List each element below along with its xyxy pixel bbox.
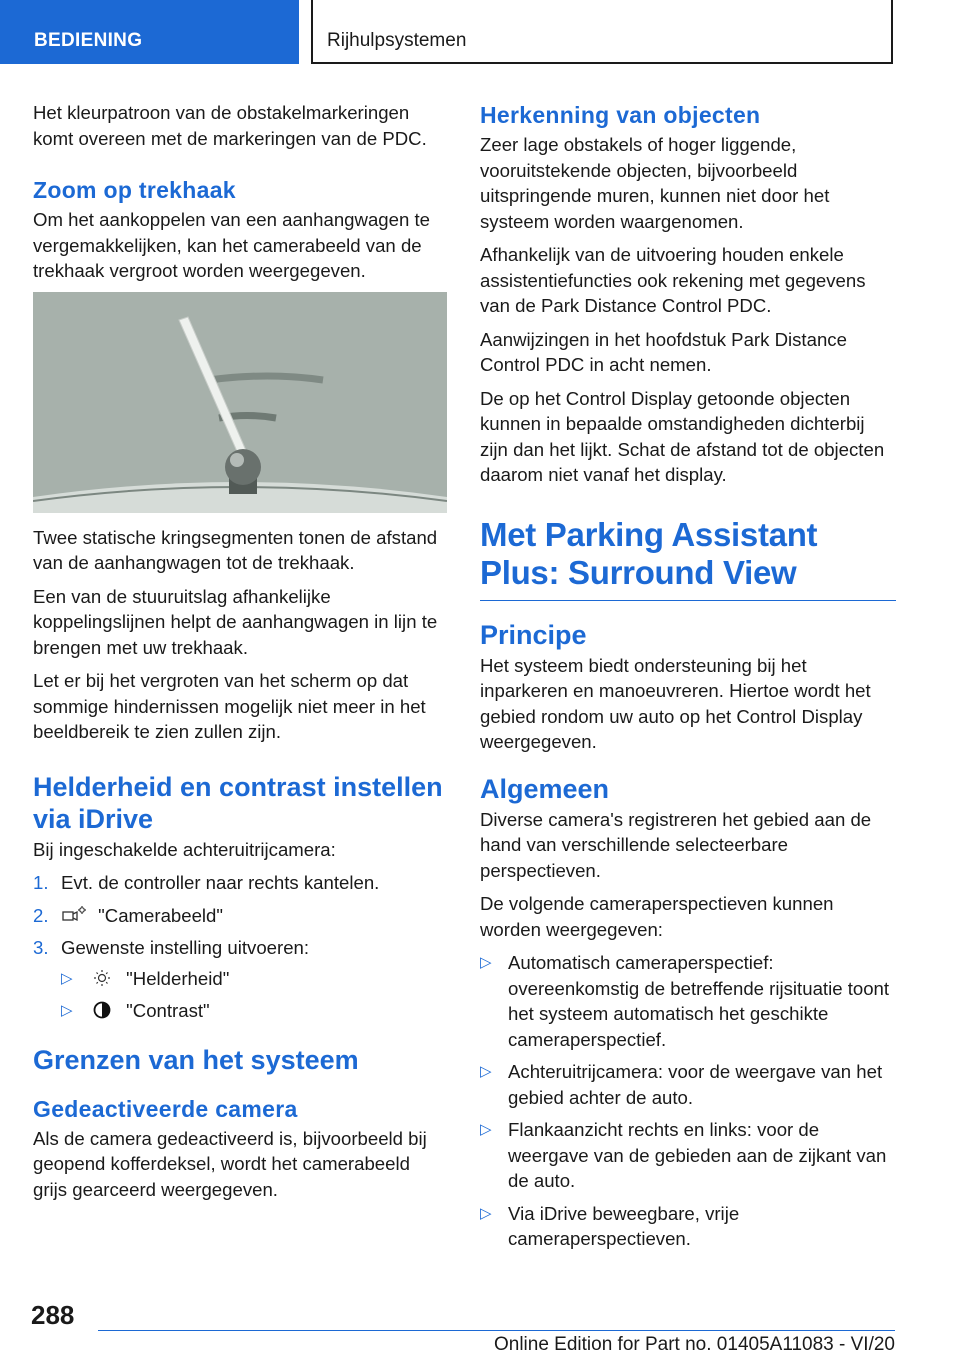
step-item <box>33 903 449 929</box>
list-item-text: Achteruitrijcamera: voor de weergave van het gebied achter de auto. <box>508 1061 883 1108</box>
option-text: "Helderheid" <box>126 967 230 989</box>
limits-heading: Grenzen van het systeem <box>33 1044 359 1075</box>
paragraph-zoom-note: Let er bij het vergroten van het scherm op dat sommige hindernissen mogelijk niet meer in het beeldbereik te zien zullen zijn. <box>33 670 426 742</box>
zoom-paragraph: Om het aankoppelen van een aanhangwagen te vergemakkelijken, kan het camerabeeld van de trekhaak vergroot worden weergegeven. <box>33 209 430 281</box>
left-column <box>33 100 449 1210</box>
contrast-icon <box>89 1000 115 1020</box>
step-number: 1. <box>33 872 49 893</box>
setting-option <box>61 998 449 1024</box>
list-item <box>480 950 896 1052</box>
list-item <box>480 1201 896 1252</box>
option-text: "Contrast" <box>126 1000 210 1021</box>
general-paragraph-1: Diverse camera's registreren het gebied aan de hand van verschillende selecteerbare perspectieven. <box>480 808 872 881</box>
trailer-hitch-camera-image <box>33 292 447 513</box>
intro-paragraph: Het kleurpatroon van de obstakelmarkeringen komt overeen met de markeringen van de PDC. <box>33 102 427 149</box>
objects-paragraph-3: Aanwijzingen in het hoofdstuk Park Distance Control PDC in acht nemen. <box>480 328 847 375</box>
deactivated-camera-heading: Gedeactiveerde camera <box>33 1095 298 1122</box>
triangle-bullet-icon: ▷ <box>61 969 73 987</box>
triangle-bullet-icon: ▷ <box>480 1204 492 1222</box>
brightness-intro: Bij ingeschakelde achteruitrijcamera: <box>33 838 336 860</box>
list-item-text: Flankaanzicht rechts en links: voor de weergave van de gebieden aan de zijkant van de auto. <box>508 1119 887 1191</box>
objects-paragraph-1: Zeer lage obstakels of hoger liggende, vooruitstekende objecten, bijvoorbeeld uitspringende muren, kunnen niet door het systeem worden waargenomen. <box>480 134 830 232</box>
title-divider <box>480 600 896 601</box>
zoom-heading: Zoom op trekhaak <box>33 177 236 203</box>
setting-options <box>61 966 449 1024</box>
triangle-bullet-icon: ▷ <box>480 954 492 971</box>
paragraph-ring-segments: Twee statische kringsegmenten tonen de afstand van de aanhangwagen tot de trekhaak. <box>33 526 438 573</box>
principle-heading: Principe <box>480 619 587 650</box>
general-heading: Algemeen <box>480 773 610 804</box>
footer-divider <box>98 1330 895 1331</box>
perspective-list <box>480 950 896 1252</box>
step-text: Gewenste instelling uitvoeren: <box>61 937 310 958</box>
deactivated-camera-paragraph: Als de camera gedeactiveerd is, bijvoorbeeld bij geopend kofferdeksel, wordt het camerabeeld grijs gearceerd weergegeven. <box>33 1127 427 1200</box>
chapter-title: Rijhulpsystemen <box>327 30 467 51</box>
step-text: Evt. de controller naar rechts kantelen. <box>61 872 380 893</box>
setting-option <box>61 966 449 992</box>
objects-heading: Herkenning van objecten <box>480 102 761 128</box>
step-number: 3. <box>33 937 49 958</box>
list-item <box>480 1059 896 1110</box>
footer-edition: Online Edition for Part no. 01405A11083 - VI/20 <box>493 1334 895 1355</box>
triangle-bullet-icon: ▷ <box>480 1063 492 1080</box>
principle-paragraph: Het systeem biedt ondersteuning bij het inparkeren en manoeuvreren. Hiertoe wordt het gebied rondom uw auto op het Control Display weergegeven. <box>480 654 871 752</box>
paragraph-coupling-lines: Een van de stuuruitslag afhankelijke koppelingslijnen helpt de aanhangwagen in lijn te brengen met uw trekhaak. <box>33 585 438 658</box>
step-number: 2. <box>33 904 49 926</box>
triangle-bullet-icon: ▷ <box>480 1121 492 1138</box>
chapter-tab <box>311 0 893 64</box>
step-text: "Camerabeeld" <box>98 904 223 926</box>
step-item <box>33 870 449 896</box>
brightness-steps <box>33 870 449 1024</box>
list-item-text: Via iDrive beweegbare, vrije cameraperspectieven. <box>508 1202 740 1249</box>
page-number: 288 <box>31 1300 75 1330</box>
list-item <box>480 1117 896 1194</box>
camera-settings-icon <box>61 905 87 925</box>
surround-view-title: Met Parking Assistant Plus: Surround View <box>480 515 818 591</box>
general-paragraph-2: De volgende cameraperspectieven kunnen worden weergegeven: <box>480 893 834 940</box>
brightness-heading: Helderheid en contrast instellen via iDrive <box>33 771 443 834</box>
triangle-bullet-icon: ▷ <box>61 1002 73 1019</box>
brightness-icon <box>89 968 115 988</box>
section-title: BEDIENING <box>34 30 143 51</box>
step-item <box>33 935 449 1024</box>
list-item-text: Automatisch cameraperspectief: overeenkomstig de betreffende rijsituatie toont het systeem automatisch het geschikte cameraperspectief. <box>508 952 890 1050</box>
objects-paragraph-2: Afhankelijk van de uitvoering houden enkele assistentiefuncties ook rekening met gegevens van de Park Distance Control PDC. <box>480 244 866 316</box>
section-tab <box>0 0 299 64</box>
objects-paragraph-4: De op het Control Display getoonde objecten kunnen in bepaalde omstandigheden dichterbij zijn dan het lijkt. Schat de afstand tot de objecten daarom niet vanaf het display. <box>480 387 885 485</box>
right-column <box>480 100 896 1259</box>
